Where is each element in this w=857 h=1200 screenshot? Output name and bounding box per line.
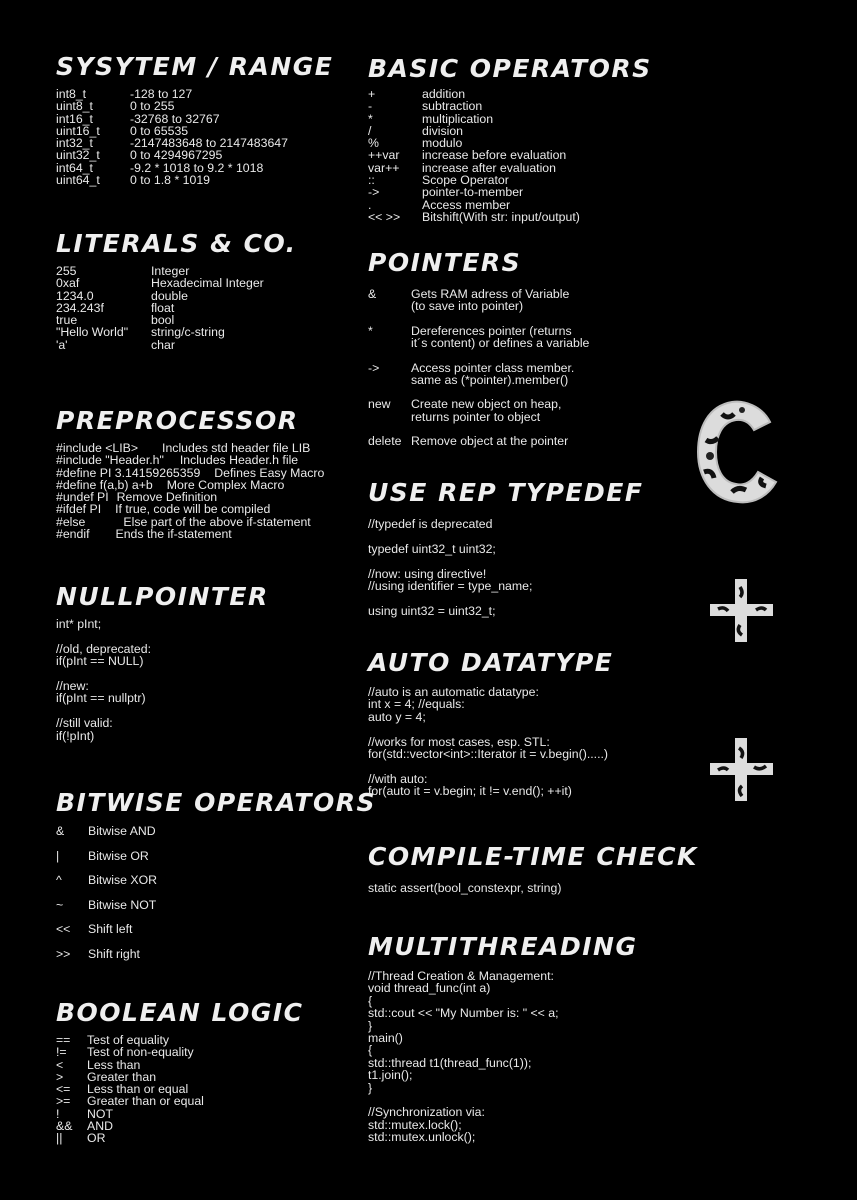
code-line: static assert(bool_constexpr, string) [368,881,562,895]
table-row [56,174,333,186]
c-letter-icon [692,392,792,510]
section-basic-operators [368,54,652,223]
boolean-table [56,1034,304,1145]
plus-icon [706,575,778,647]
meaning-cell: double [151,288,188,303]
code-line: main() [368,1031,403,1046]
operator-cell: <= [56,1082,71,1097]
operator-cell: || [56,1131,63,1146]
table-row [56,528,324,540]
section-title: BITWISE OPERATORS [56,788,376,817]
table-row [368,211,652,223]
code-line: auto y = 4; [368,709,426,724]
operator-cell: & [56,824,65,838]
description-line: Dereferences pointer (returns [411,323,572,338]
description-cell: Scope Operator [422,173,509,188]
table-row [368,113,652,125]
literal-cell: 255 [56,264,77,278]
operator-cell: << [56,922,71,937]
description-cell: addition [422,87,466,101]
multithreading-code [368,970,637,1144]
section-title: COMPILE-TIME CHECK [368,842,698,871]
table-row [368,100,652,112]
description-cell: Bitshift(With str: input/output) [422,209,580,224]
meaning-cell: Defines Easy Macro [214,465,325,480]
table-row [56,1132,304,1144]
literal-cell: 234.243f [56,300,104,315]
nullpointer-code [56,618,269,742]
code-line: typedef uint32_t uint32; [368,541,496,556]
operator-cell: & [368,287,377,301]
pointer-entry [368,435,589,447]
literal-cell: 1234.0 [56,288,94,303]
operator-cell: < [56,1057,64,1072]
section-bitwise [56,788,376,972]
operator-cell: - [368,99,373,114]
code-line: //new: [56,679,89,693]
meaning-cell: string/c-string [151,325,225,340]
operator-cell: -> [368,360,380,375]
description-cell: Bitwise NOT [88,897,157,912]
description-cell: Shift right [88,946,140,961]
logo-plus-bottom [706,734,778,806]
description-line: Create new object on heap, [411,397,562,412]
code-line: //using identifier = type_name; [368,579,533,593]
operator-cell: | [56,848,60,863]
description-cell: AND [87,1119,113,1134]
code-line: { [368,993,373,1008]
typedef-code [368,518,643,617]
table-row [56,339,297,351]
c-letter-text [792,392,793,393]
code-line: for(auto it = v.begin; it != v.end(); ++it) [368,784,572,799]
description-cell [411,435,568,447]
code-line: //old, deprecated: [56,641,152,656]
code-line [368,592,643,604]
operator-cell: var++ [368,160,400,175]
code-line: using uint32 = uint32_t; [368,603,496,618]
directive-cell: #define PI 3.14159265359 [56,465,201,480]
table-row [368,162,652,174]
section-title: USE REP TYPEDEF [368,478,644,507]
description-cell: subtraction [422,99,483,114]
code-line: std::thread t1(thread_func(1)); [368,1055,532,1070]
meaning-cell: Remove Definition [116,490,218,505]
description-cell [411,325,589,350]
meaning-cell: char [151,337,175,352]
operator-cell: ! [56,1106,60,1121]
description-cell [411,398,561,423]
section-pointers [368,248,589,460]
table-row [56,88,333,100]
operator-cell: ++var [368,148,400,163]
description-line: Gets RAM adress of Variable [411,287,570,301]
auto-code [368,686,613,798]
literal-cell: true [56,313,78,328]
range-cell: -9.2 * 1018 to 9.2 * 1018 [130,160,264,175]
description-cell: Less than or equal [87,1082,189,1097]
operator-cell: != [56,1045,67,1060]
table-row [56,873,376,898]
description-cell: Test of equality [87,1033,170,1047]
section-title: LITERALS & CO. [56,229,297,258]
description-cell: Test of non-equality [87,1045,194,1060]
meaning-cell: float [151,300,175,315]
description-line: it´s content) or defines a variable [411,336,590,351]
table-row [56,824,376,849]
table-row [56,326,297,338]
code-line: //auto is an automatic datatype: [368,685,539,699]
pointers-table [368,288,589,448]
code-line: if(pInt == NULL) [56,654,144,669]
section-title: BOOLEAN LOGIC [56,998,304,1027]
meaning-cell: Hexadecimal Integer [151,276,264,291]
operator-cell: . [368,197,372,212]
range-cell: -32768 to 32767 [130,111,220,126]
logo-c-letter [692,392,792,510]
code-line: { [368,1043,373,1058]
directive-cell: #include "Header.h" [56,453,164,468]
section-multithreading [368,932,637,1144]
meaning-cell: If true, code will be compiled [115,502,271,517]
meaning-cell: Includes Header.h file [179,453,299,468]
code-line: int x = 4; //equals: [368,697,465,712]
meaning-cell: bool [151,313,175,328]
operator-cell: >> [56,946,71,961]
operator-cell: && [56,1119,73,1134]
section-title: PREPROCESSOR [56,406,299,435]
description-cell: Greater than or equal [87,1094,204,1109]
code-line: if(pInt == nullptr) [56,691,146,706]
range-cell: 0 to 65535 [130,123,189,138]
table-row [56,947,376,972]
description-cell: Less than [87,1057,141,1072]
operator-cell: ~ [56,897,64,912]
table-row [56,503,324,515]
code-line: //with auto: [368,771,428,786]
operator-cell: % [368,136,379,151]
code-line: //still valid: [56,716,113,731]
description-cell: modulo [422,136,463,151]
table-row [368,125,652,137]
description-cell: multiplication [422,111,494,126]
section-boolean [56,998,304,1145]
directive-cell: #undef PI [56,490,109,505]
operator-cell: * [368,111,373,126]
code-line: for(std::vector<int>::Iterator it = v.begin().....) [368,747,608,762]
code-line: if(!pInt) [56,728,95,743]
directive-cell: #include <LIB> [56,441,139,455]
description-cell: NOT [87,1106,113,1121]
type-cell: uint64_t [56,173,100,188]
pointer-entry [368,325,589,350]
description-cell [411,362,574,387]
operator-cell: >= [56,1094,71,1109]
operator-cell: * [368,323,373,338]
meaning-cell: Else part of the above if-statement [123,514,311,529]
section-title: NULLPOINTER [56,582,269,611]
directive-cell: #ifdef PI [56,502,102,517]
operator-cell: -> [368,185,380,200]
description-cell: pointer-to-member [422,185,524,200]
directive-cell: #endif [56,527,90,542]
type-cell: uint32_t [56,148,100,163]
range-cell: 0 to 1.8 * 1019 [130,173,210,188]
plus-text [778,734,779,735]
section-system-range [56,52,333,186]
description-cell: Bitwise AND [88,824,156,838]
description-line: Remove object at the pointer [411,434,569,449]
range-cell: -128 to 127 [130,87,193,101]
code-line [368,555,643,567]
type-cell: uint16_t [56,123,100,138]
logo-plus-top [706,575,778,647]
section-auto [368,648,613,798]
description-cell: increase before evaluation [422,148,567,163]
code-line [56,630,269,642]
code-line: t1.join(); [368,1068,413,1083]
code-line [368,530,643,542]
section-nullpointer [56,582,269,742]
literal-cell: 0xaf [56,276,80,291]
section-preprocessor [56,406,324,540]
preprocessor-table [56,442,324,540]
directive-cell: #else [56,514,86,529]
range-cell: 0 to 255 [130,99,175,114]
table-row [56,849,376,874]
section-literals [56,229,297,351]
meaning-cell: Ends the if-statement [115,527,232,542]
literal-cell: 'a' [56,337,68,352]
code-line: void thread_func(int a) [368,981,491,996]
operator-cell: > [56,1069,64,1084]
operator-cell: << >> [368,209,401,224]
code-line: } [368,1018,373,1033]
section-compile-time [368,842,698,894]
operator-cell: / [368,123,372,138]
description-cell: Bitwise XOR [88,873,158,888]
table-row [368,88,652,100]
type-cell: int16_t [56,111,93,126]
meaning-cell: More Complex Macro [166,477,285,492]
operator-cell: new [368,397,391,412]
type-cell: int64_t [56,160,93,175]
literals-table [56,265,297,351]
table-row [56,302,297,314]
code-line: std::mutex.unlock(); [368,1130,476,1145]
code-line [368,760,613,772]
code-line: //works for most cases, esp. STL: [368,734,550,749]
section-typedef [368,478,643,617]
operator-cell: delete [368,434,402,449]
code-line: //typedef is deprecated [368,517,493,531]
description-cell: division [422,123,464,138]
plus-icon [706,734,778,806]
directive-cell: #define f(a,b) a+b [56,477,153,492]
operator-cell: :: [368,173,375,188]
description-cell [411,288,569,313]
pointer-entry [368,398,589,423]
type-cell: uint8_t [56,99,93,114]
description-cell: Greater than [87,1069,157,1084]
type-cell: int8_t [56,87,87,101]
description-line: returns pointer to object [411,409,541,424]
code-line: //Thread Creation & Management: [368,969,554,983]
description-cell: Shift left [88,922,133,937]
code-line: //now: using directive! [368,566,487,581]
code-line: std::cout << "My Number is: " << a; [368,1006,559,1021]
basic-operators-table [368,88,652,223]
meaning-cell: Integer [151,264,190,278]
section-title: AUTO DATATYPE [368,648,614,677]
type-cell: int32_t [56,136,93,151]
description-cell: increase after evaluation [422,160,556,175]
code-line: int* pInt; [56,617,102,631]
code-line [368,723,613,735]
section-title: SYSYTEM / RANGE [56,52,334,81]
range-cell: 0 to 4294967295 [130,148,223,163]
description-cell: Access member [422,197,511,212]
code-line: //Synchronization via: [368,1105,485,1120]
description-cell: Bitwise OR [88,848,149,863]
description-line: (to save into pointer) [411,299,524,314]
description-line: Access pointer class member. [411,360,575,375]
description-line: same as (*pointer).member() [411,373,569,388]
operator-cell: ^ [56,873,62,888]
section-title: POINTERS [368,248,522,277]
operator-cell: + [368,87,376,101]
code-line: std::mutex.lock(); [368,1117,462,1132]
table-row [56,898,376,923]
range-table [56,88,333,186]
meaning-cell: Includes std header file LIB [162,441,311,455]
compile-time-code [368,882,698,894]
range-cell: -2147483648 to 2147483647 [130,136,288,151]
literal-cell: "Hello World" [56,325,129,340]
section-title: MULTITHREADING [368,932,638,961]
code-line: } [368,1080,373,1095]
bitwise-table [56,824,376,972]
pointer-entry [368,288,589,313]
operator-cell: == [56,1033,71,1047]
table-row [56,922,376,947]
description-cell: OR [87,1131,106,1146]
plus-text [778,575,779,576]
pointer-entry [368,362,589,387]
section-title: BASIC OPERATORS [368,54,652,83]
